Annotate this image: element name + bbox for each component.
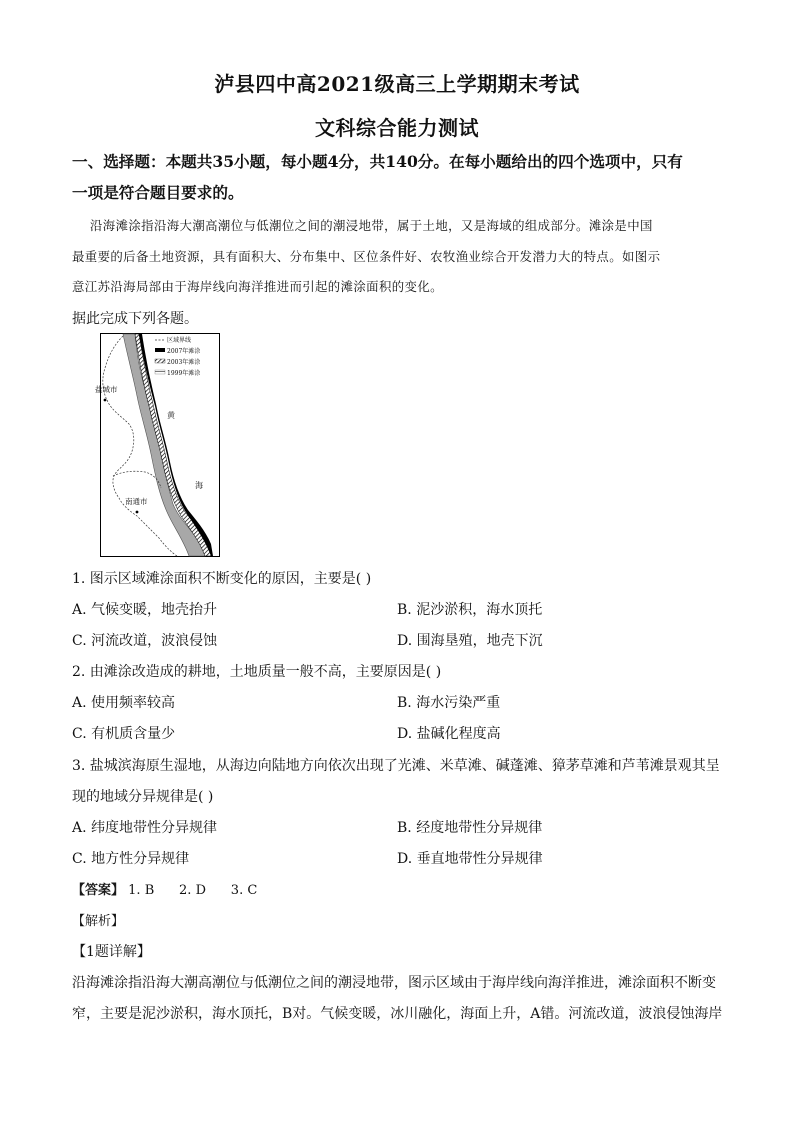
question-3-option-b: B. 经度地带性分异规律 bbox=[397, 820, 543, 836]
question-1-option-b: B. 泥沙淤积，海水顶托 bbox=[397, 602, 543, 618]
city-dot-nantong bbox=[136, 511, 139, 514]
section-instructions-line1: 一、选择题：本题共35小题，每小题4分，共140分。在每小题给出的四个选项中，只有 bbox=[72, 152, 683, 171]
passage-line1: 沿海滩涂指沿海大潮高潮位与低潮位之间的潮浸地带，属于土地，又是海域的组成部分。滩涂是中国 bbox=[90, 218, 653, 233]
analysis-line2: 窄，主要是泥沙淤积，海水顶托，B对。气候变暖，冰川融化，海面上升，A错。河流改道，波浪侵蚀海岸 bbox=[72, 1006, 723, 1022]
legend-2003: 2003年滩涂 bbox=[167, 359, 201, 366]
legend-boundary: 区域界线 bbox=[167, 337, 192, 344]
analysis-label: 【解析】 bbox=[72, 914, 125, 929]
map-legend bbox=[155, 336, 200, 377]
question-2-option-a: A. 使用频率较高 bbox=[72, 695, 176, 711]
answer-row bbox=[72, 879, 257, 898]
legend-2007: 2007年滩涂 bbox=[167, 348, 201, 355]
question-2-option-d: D. 盐碱化程度高 bbox=[397, 726, 501, 742]
answer-values: 1. B 2. D 3. C bbox=[128, 883, 258, 898]
question-1-option-a: A. 气候变暖，地壳抬升 bbox=[72, 602, 218, 618]
question-3-option-a: A. 纬度地带性分异规律 bbox=[72, 820, 218, 836]
legend-1999: 1999年滩涂 bbox=[167, 370, 201, 377]
passage-prompt: 据此完成下列各题。 bbox=[72, 311, 198, 327]
passage-line3: 意江苏沿海局部由于海岸线向海洋推进而引起的滩涂面积的变化。 bbox=[72, 279, 443, 294]
question-1-stem: 1. 图示区域滩涂面积不断变化的原因，主要是( ) bbox=[72, 571, 372, 587]
question-1-option-c: C. 河流改道，波浪侵蚀 bbox=[72, 633, 218, 649]
question-3-stem-line2: 现的地域分异规律是( ) bbox=[72, 789, 214, 805]
map-svg bbox=[95, 334, 219, 556]
coastal-tidal-flat-map bbox=[95, 333, 220, 557]
exam-title: 泸县四中高2021级高三上学期期末考试 bbox=[214, 72, 580, 96]
answer-label: 【答案】 bbox=[72, 883, 125, 898]
section-instructions-line2: 一项是符合题目要求的。 bbox=[72, 183, 244, 202]
city-label-yancheng: 盐城市 bbox=[95, 385, 118, 394]
passage-line2: 最重要的后备土地资源，具有面积大、分布集中、区位条件好、农牧渔业综合开发潜力大的特点。如图示 bbox=[72, 249, 661, 264]
exam-subtitle: 文科综合能力测试 bbox=[315, 116, 479, 140]
sea-label-hai: 海 bbox=[195, 481, 203, 490]
question-3-option-c: C. 地方性分异规律 bbox=[72, 851, 190, 867]
question-2-option-c: C. 有机质含量少 bbox=[72, 726, 176, 742]
analysis-subheading: 【1题详解】 bbox=[72, 944, 151, 960]
city-dot-yancheng bbox=[104, 399, 107, 402]
analysis-line1: 沿海滩涂指沿海大潮高潮位与低潮位之间的潮浸地带，图示区域由于海岸线向海洋推进，滩涂面积不断变 bbox=[72, 975, 716, 991]
city-label-nantong: 南通市 bbox=[125, 497, 148, 506]
regional-boundary-inner bbox=[113, 471, 161, 488]
sea-label-huang: 黄 bbox=[167, 411, 175, 420]
question-1-option-d: D. 围海垦殖，地壳下沉 bbox=[397, 633, 543, 649]
question-3-stem-line1: 3. 盐城滨海原生湿地，从海边向陆地方向依次出现了光滩、米草滩、碱蓬滩、獐茅草滩和芦苇滩景观其呈 bbox=[72, 758, 720, 774]
question-3-option-d: D. 垂直地带性分异规律 bbox=[397, 851, 543, 867]
question-2-option-b: B. 海水污染严重 bbox=[397, 695, 501, 711]
question-2-stem: 2. 由滩涂改造成的耕地，土地质量一般不高，主要原因是( ) bbox=[72, 664, 442, 680]
